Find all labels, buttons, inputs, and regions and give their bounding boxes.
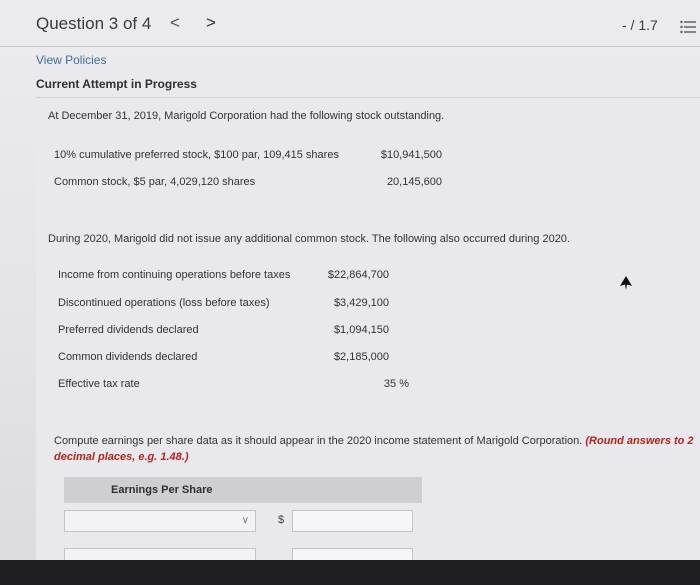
during-text: During 2020, Marigold did not issue any additional common stock. The following also occurred during 2020. [48,233,570,245]
eps-amount-input[interactable] [292,548,413,560]
event-row-label: Income from continuing operations before taxes [58,269,291,281]
next-question-button[interactable]: > [206,13,216,32]
question-counter: Question 3 of 4 [36,14,152,33]
rounding-note: (Round answers to 2 decimal places, e.g. 1.48.) [54,435,694,463]
eps-table-header [64,477,422,503]
event-row-amount: $2,185,000 [333,351,389,363]
eps-line-select[interactable] [64,510,256,532]
chevron-down-icon: ∨ [241,515,249,526]
instruction-text [54,433,694,465]
attempt-status: Current Attempt in Progress [36,77,197,91]
currency-symbol: $ [278,514,285,526]
mouse-cursor-icon [620,276,632,290]
list-icon[interactable] [680,20,696,34]
event-row-amount: $3,429,100 [333,297,389,309]
event-row-label: Discontinued operations (loss before taxes) [58,297,270,309]
event-row-label: Common dividends declared [58,351,198,363]
event-row-label: Preferred dividends declared [58,324,199,336]
stock-row-label: Common stock, $5 par, 4,029,120 shares [54,176,256,188]
event-row-amount: $22,864,700 [327,269,389,281]
stock-row-amount: $10,941,500 [380,149,442,161]
intro-text: At December 31, 2019, Marigold Corporation had the following stock outstanding. [48,110,445,122]
stock-row-label: 10% cumulative preferred stock, $100 par, 109,415 shares [54,149,339,161]
event-row-label: Effective tax rate [58,378,140,390]
previous-question-button[interactable]: < [170,13,180,32]
eps-header-label: Earnings Per Share [111,484,213,496]
eps-amount-input[interactable] [292,510,413,532]
view-policies-link[interactable]: View Policies [36,53,107,67]
instruction-body: Compute earnings per share data as it should appear in the 2020 income statement of Marigold Corporation. [54,435,583,447]
event-row-amount: 35 % [383,378,409,390]
score-display: - / 1.7 [622,17,658,33]
stock-row-amount: 20,145,600 [386,176,442,188]
event-row-amount: $1,094,150 [333,324,389,336]
screen-bezel [0,560,700,585]
question-header [0,0,700,47]
eps-line-select[interactable] [64,548,256,560]
